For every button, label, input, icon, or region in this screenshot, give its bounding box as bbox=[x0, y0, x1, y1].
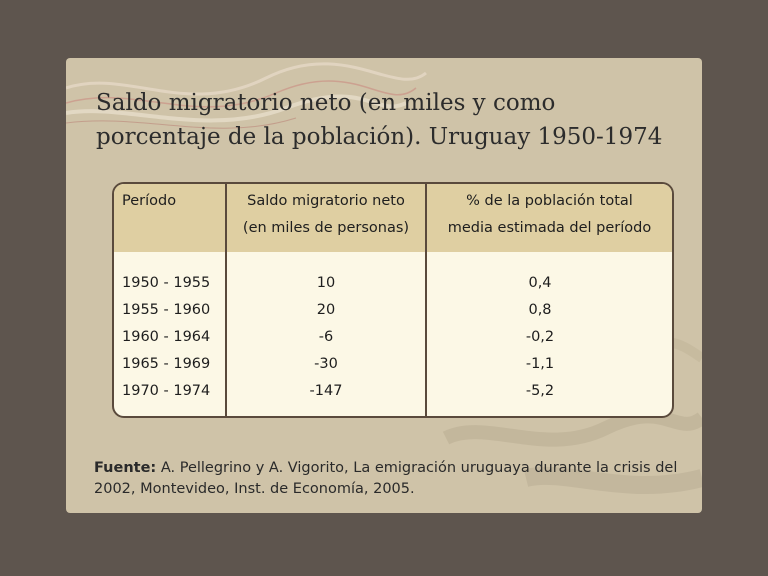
cell-percentage: -0,2 bbox=[525, 329, 555, 345]
title-line-2: porcentaje de la población). Uruguay 1950-1974 bbox=[96, 124, 663, 150]
cell-balance: -30 bbox=[314, 356, 338, 372]
header-balance bbox=[227, 188, 425, 242]
header-pct-line1: % de la población total bbox=[466, 193, 633, 209]
table-row bbox=[114, 378, 672, 405]
table-row bbox=[114, 297, 672, 324]
table-row bbox=[114, 324, 672, 351]
slide bbox=[66, 58, 702, 513]
header-balance-line1: Saldo migratorio neto bbox=[247, 193, 405, 209]
migration-table bbox=[112, 182, 674, 418]
cell-period: 1955 - 1960 bbox=[122, 302, 211, 318]
cell-period: 1970 - 1974 bbox=[122, 383, 211, 399]
table-row bbox=[114, 351, 672, 378]
table-row bbox=[114, 270, 672, 297]
header-period: Período bbox=[122, 193, 177, 209]
cell-balance: -147 bbox=[309, 383, 343, 399]
cell-balance: 10 bbox=[316, 275, 336, 291]
source-label: Fuente: bbox=[94, 460, 157, 476]
cell-period: 1965 - 1969 bbox=[122, 356, 211, 372]
page-title bbox=[96, 86, 696, 154]
title-line-1: Saldo migratorio neto (en miles y como bbox=[96, 90, 556, 116]
header-pct-line2: media estimada del período bbox=[447, 220, 652, 236]
cell-percentage: 0,8 bbox=[528, 302, 552, 318]
cell-percentage: -1,1 bbox=[525, 356, 555, 372]
header-percentage bbox=[427, 188, 672, 242]
source-text: A. Pellegrino y A. Vigorito, La emigración uruguaya durante la crisis del 2002, Montevideo, Inst. de Economía, 2005. bbox=[94, 460, 678, 497]
source-citation bbox=[94, 458, 700, 500]
cell-balance: 20 bbox=[316, 302, 336, 318]
cell-percentage: -5,2 bbox=[525, 383, 555, 399]
cell-balance: -6 bbox=[318, 329, 334, 345]
header-balance-line2: (en miles de personas) bbox=[242, 220, 410, 236]
cell-period: 1950 - 1955 bbox=[122, 275, 211, 291]
cell-period: 1960 - 1964 bbox=[122, 329, 211, 345]
cell-percentage: 0,4 bbox=[528, 275, 552, 291]
